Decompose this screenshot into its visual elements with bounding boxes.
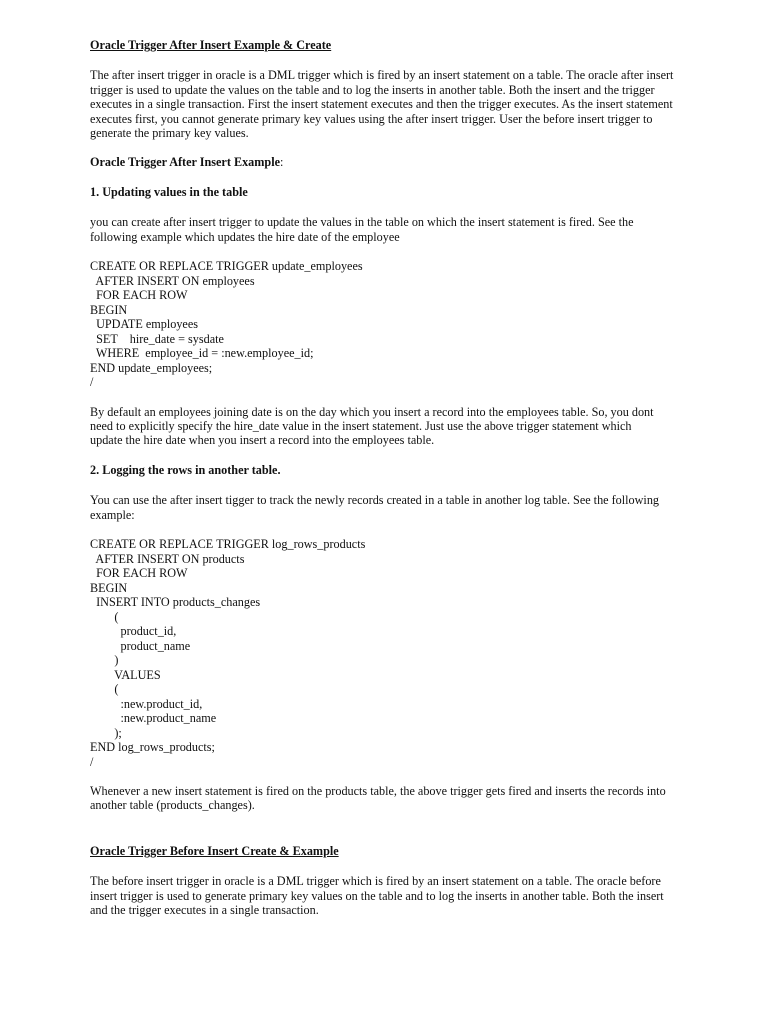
example1-description: you can create after insert trigger to update the values in the table on which the insert statement is fired. See the following example which updates the hire date of the employee [90, 215, 634, 244]
example2-explanation: Whenever a new insert statement is fired on the products table, the above trigger gets fired and inserts the records into another table (products_changes). [90, 784, 666, 813]
example2-code-block: CREATE OR REPLACE TRIGGER log_rows_products AFTER INSERT ON products FOR EACH ROW BEGIN INSERT INTO products_changes ( product_id, product_name ) VALUES ( :new.product_id, :new.product_name ); END log_rows_products; / [90, 537, 366, 769]
example2-heading: 2. Logging the rows in another table. [90, 462, 281, 477]
example-heading-colon: : [280, 155, 284, 170]
before-insert-intro-paragraph: The before insert trigger in oracle is a DML trigger which is fired by an insert statement on a table. The oracle before insert trigger is used to generate primary key values on the table and to log the inserts in another table. Both the insert and the trigger executes in a single transaction. [90, 874, 664, 918]
example-heading [90, 155, 690, 169]
section-title-after-insert: Oracle Trigger After Insert Example & Create [90, 38, 332, 52]
example1-heading: 1. Updating values in the table [90, 184, 248, 199]
example2-description: You can use the after insert tigger to track the newly records created in a table in another log table. See the following example: [90, 493, 660, 522]
example1-explanation: By default an employees joining date is on the day which you insert a record into the employees table. So, you dont need to explicitly specify the hire_date value in the insert statement. Just use the above trigger statement which update the hire date when you insert a record into the employees table. [90, 404, 654, 448]
after-insert-intro-paragraph: The after insert trigger in oracle is a DML trigger which is fired by an insert statement on a table. The oracle after insert trigger is used to update the values on the table and to log the inserts in another table. Both the insert and the trigger executes in a single transaction. First the insert statement executes and then the trigger executes. As the insert statement executes first, you cannot generate primary key values using the after insert trigger. User the before insert trigger to generate the primary key values. [90, 68, 674, 141]
example-heading-text: Oracle Trigger After Insert Example [90, 155, 280, 170]
example1-code-block: CREATE OR REPLACE TRIGGER update_employees AFTER INSERT ON employees FOR EACH ROW BEGIN UPDATE employees SET hire_date = sysdate WHERE employee_id = :new.employee_id; END update_employees; / [90, 259, 363, 390]
section-title-before-insert: Oracle Trigger Before Insert Create & Example [90, 843, 339, 858]
document-page [90, 38, 690, 917]
